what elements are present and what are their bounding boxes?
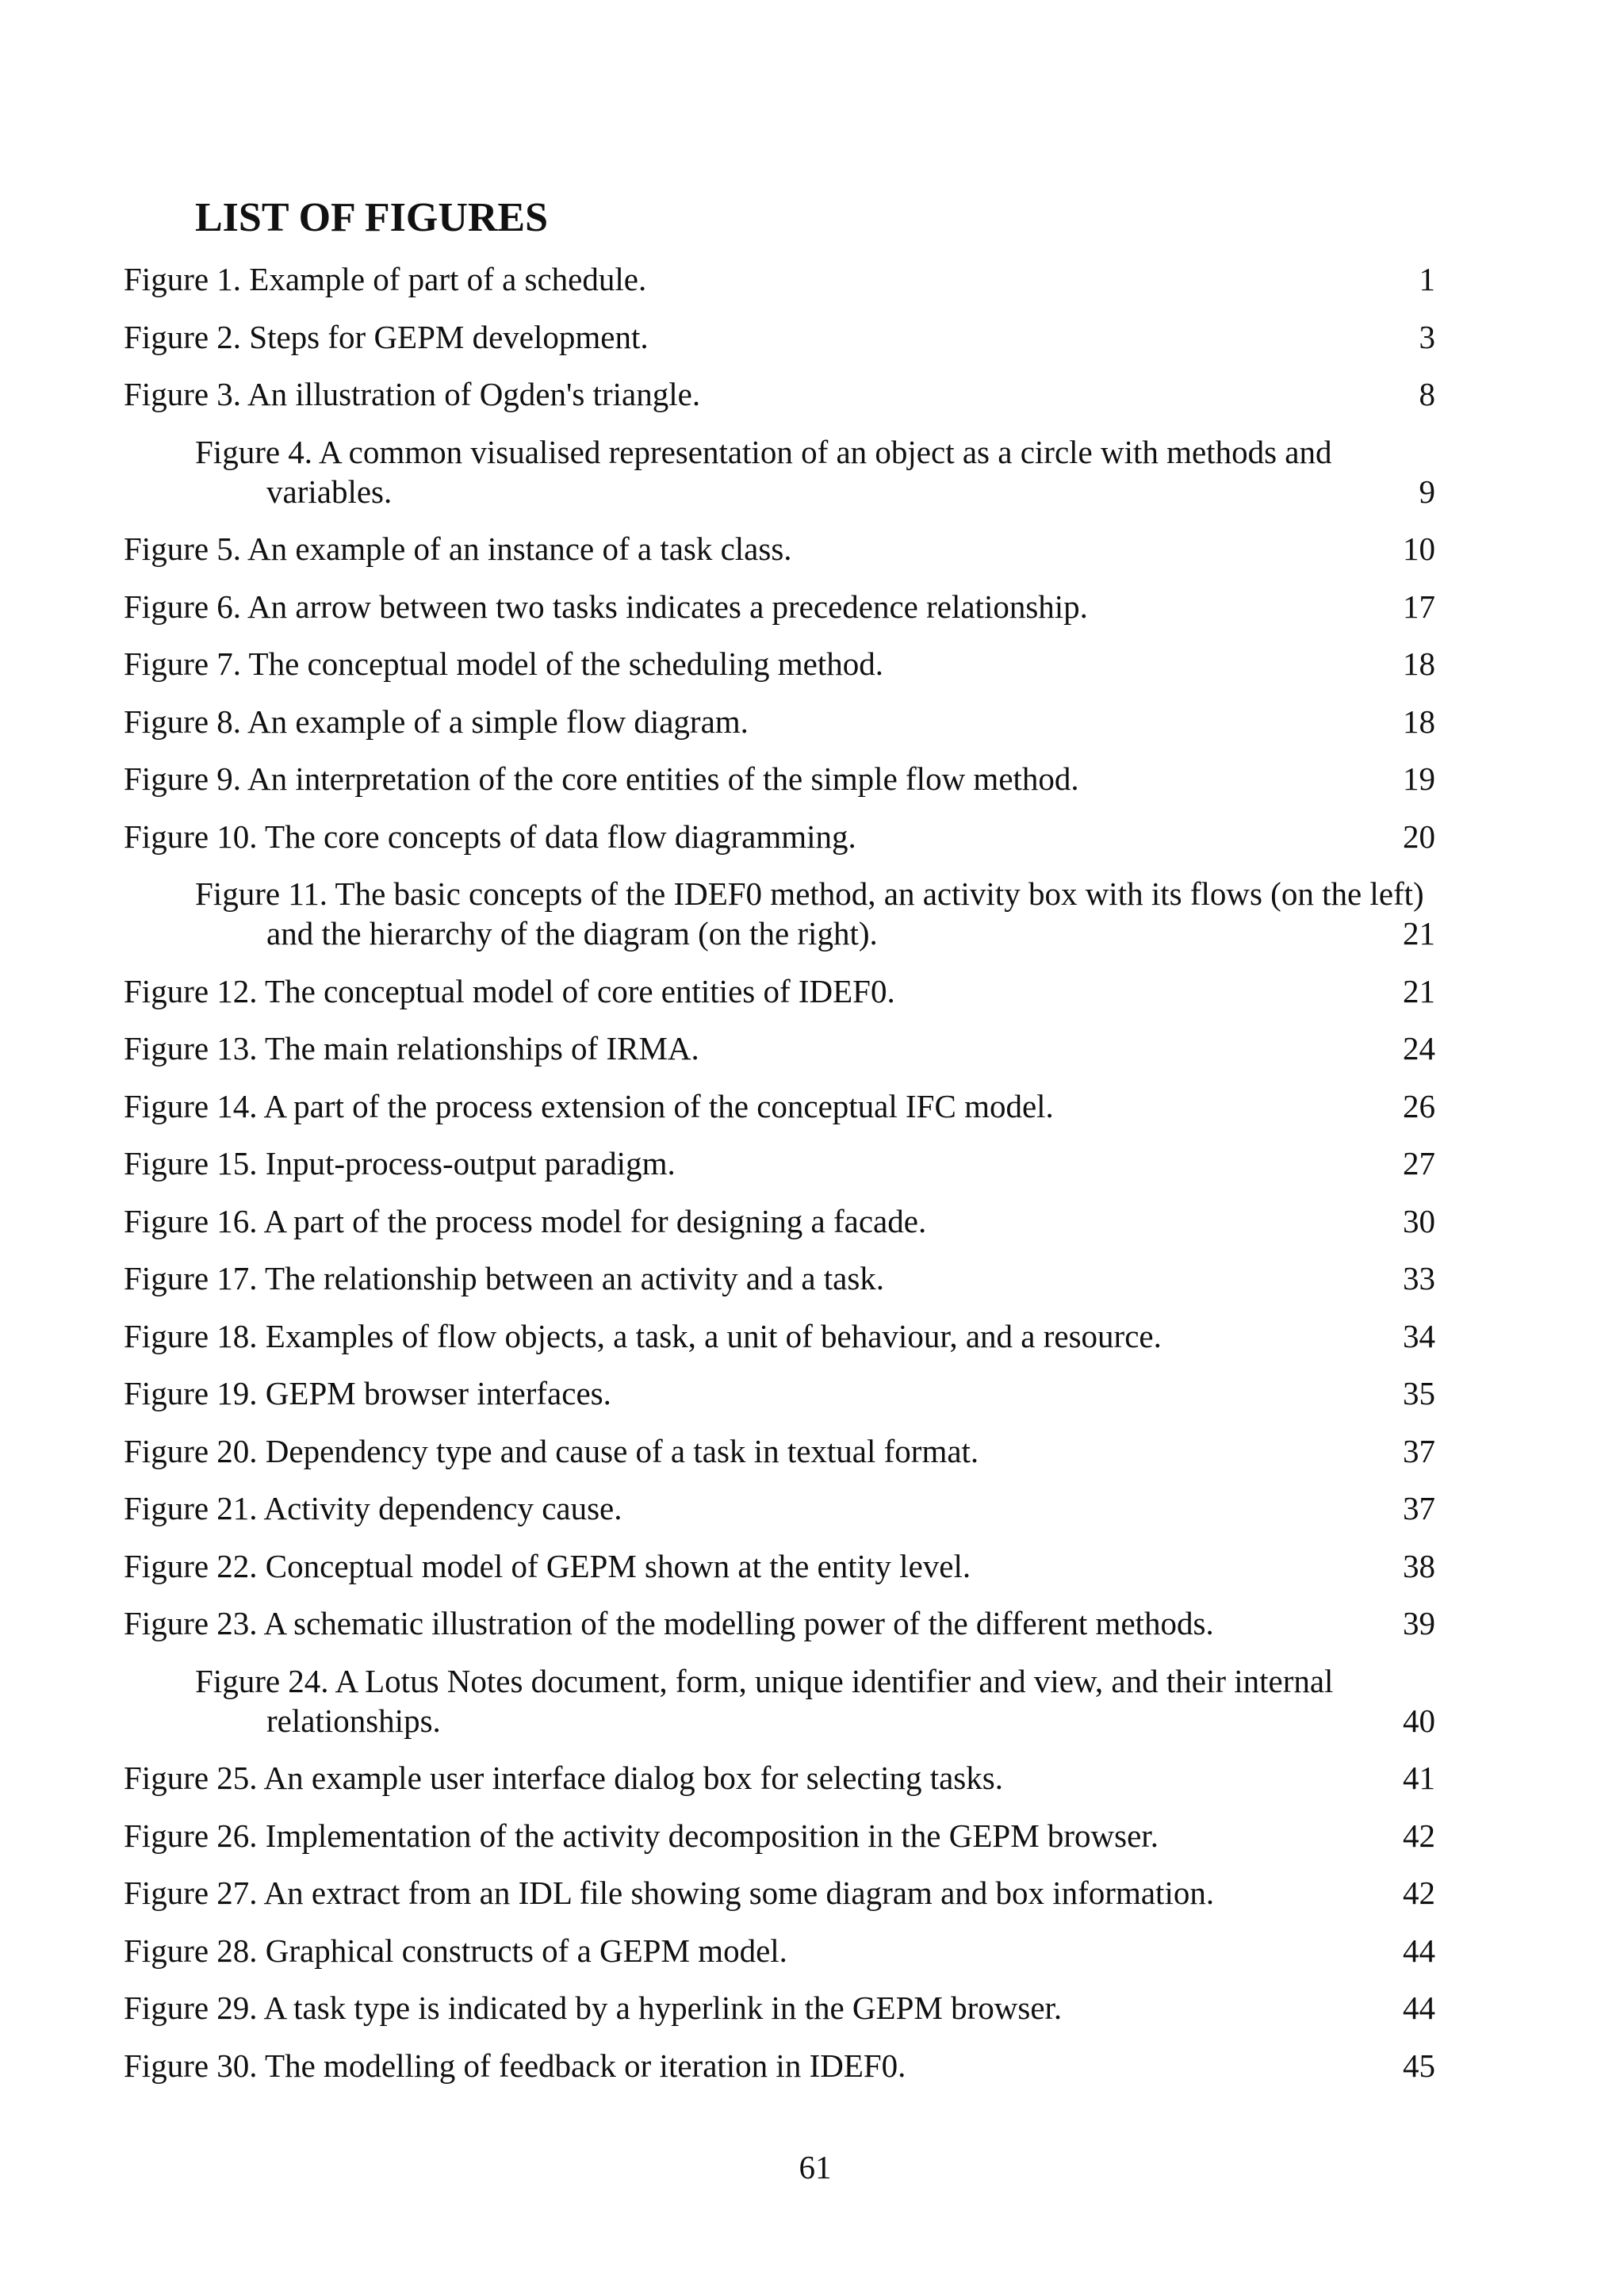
toc-entry-text: Figure 11. The basic concepts of the IDEF0 method, an activity box with its flows (on the left) and the hierarchy of the diagram (on the right). — [195, 875, 1424, 952]
toc-entry-text: Figure 30. The modelling of feedback or iteration in IDEF0. — [124, 2047, 906, 2084]
toc-entry — [195, 432, 1435, 511]
toc-entry — [124, 587, 1435, 626]
toc-entry-text: Figure 23. A schematic illustration of the modelling power of the different methods. — [124, 1605, 1214, 1641]
toc-entry — [124, 971, 1435, 1011]
toc-page-number: 40 — [1403, 1702, 1435, 1739]
page-title: LIST OF FIGURES — [195, 195, 549, 240]
toc-entry-text: Figure 10. The core concepts of data flow diagramming. — [124, 818, 856, 855]
toc-page-number: 26 — [1403, 1087, 1435, 1124]
toc-entry-text: Figure 8. An example of a simple flow diagram. — [124, 703, 749, 740]
toc-entry — [124, 1201, 1435, 1241]
toc-entry — [124, 1488, 1435, 1528]
toc-entry — [124, 1873, 1435, 1913]
toc-entry — [195, 874, 1435, 953]
toc-page-number: 42 — [1403, 1875, 1435, 1911]
toc-entry — [124, 1373, 1435, 1413]
toc-entry — [124, 2046, 1435, 2085]
toc-entry-text: Figure 5. An example of an instance of a task class. — [124, 530, 792, 567]
toc-entry-text: Figure 21. Activity dependency cause. — [124, 1490, 622, 1526]
toc-page-number: 19 — [1403, 760, 1435, 797]
toc-entry-text: Figure 13. The main relationships of IRMA. — [124, 1030, 699, 1067]
toc-entry-text: Figure 9. An interpretation of the core entities of the simple flow method. — [124, 760, 1079, 797]
list-of-figures — [124, 259, 1435, 2103]
toc-page-number: 1 — [1419, 261, 1435, 297]
toc-page-number: 18 — [1403, 645, 1435, 682]
toc-entry-text: Figure 3. An illustration of Ogden's triangle. — [124, 376, 701, 412]
toc-entry-text: Figure 12. The conceptual model of core entities of IDEF0. — [124, 972, 895, 1009]
toc-entry-text: Figure 20. Dependency type and cause of a task in textual format. — [124, 1432, 979, 1469]
toc-entry-text: Figure 29. A task type is indicated by a hyperlink in the GEPM browser. — [124, 1990, 1063, 2026]
toc-entry-text: Figure 4. A common visualised representation of an object as a circle with methods and variables. — [195, 433, 1332, 510]
toc-entry — [124, 759, 1435, 798]
toc-page-number: 41 — [1403, 1760, 1435, 1796]
toc-page-number: 37 — [1403, 1432, 1435, 1469]
toc-entry-text: Figure 14. A part of the process extension of the conceptual IFC model. — [124, 1087, 1054, 1124]
toc-entry — [124, 702, 1435, 741]
toc-page-number: 18 — [1403, 703, 1435, 740]
toc-page-number: 27 — [1403, 1145, 1435, 1181]
toc-page-number: 24 — [1403, 1030, 1435, 1067]
toc-entry — [124, 1603, 1435, 1643]
toc-entry — [124, 374, 1435, 414]
toc-page-number: 44 — [1403, 1990, 1435, 2026]
toc-entry-text: Figure 17. The relationship between an activity and a task. — [124, 1260, 885, 1296]
page-number: 61 — [799, 2149, 832, 2185]
toc-entry — [124, 1258, 1435, 1298]
toc-page-number: 17 — [1403, 588, 1435, 625]
toc-entry-text: Figure 2. Steps for GEPM development. — [124, 318, 649, 355]
toc-entry-text: Figure 15. Input-process-output paradigm. — [124, 1145, 676, 1181]
toc-entry-text: Figure 19. GEPM browser interfaces. — [124, 1375, 611, 1411]
toc-entry-text: Figure 27. An extract from an IDL file showing some diagram and box information. — [124, 1875, 1215, 1911]
toc-entry — [195, 1661, 1435, 1741]
toc-page-number: 37 — [1403, 1490, 1435, 1526]
toc-entry — [124, 1086, 1435, 1126]
toc-entry — [124, 1431, 1435, 1471]
toc-page-number: 44 — [1403, 1932, 1435, 1969]
toc-entry — [124, 1816, 1435, 1855]
toc-entry — [124, 1546, 1435, 1586]
toc-entry — [124, 317, 1435, 357]
toc-entry — [124, 1758, 1435, 1798]
toc-entry-text: Figure 24. A Lotus Notes document, form, unique identifier and view, and their internal relationships. — [195, 1662, 1334, 1739]
toc-page-number: 38 — [1403, 1547, 1435, 1584]
toc-page-number: 21 — [1403, 972, 1435, 1009]
toc-page-number: 3 — [1419, 318, 1435, 355]
toc-entry-text: Figure 25. An example user interface dialog box for selecting tasks. — [124, 1760, 1003, 1796]
toc-entry — [124, 817, 1435, 856]
toc-page-number: 9 — [1419, 473, 1435, 510]
toc-entry — [124, 644, 1435, 684]
toc-entry-text: Figure 22. Conceptual model of GEPM shown at the entity level. — [124, 1547, 971, 1584]
toc-page-number: 34 — [1403, 1317, 1435, 1354]
toc-entry-text: Figure 16. A part of the process model for designing a facade. — [124, 1202, 927, 1239]
toc-entry — [124, 1316, 1435, 1356]
toc-page-number: 8 — [1419, 376, 1435, 412]
toc-page-number: 20 — [1403, 818, 1435, 855]
toc-entry — [124, 1988, 1435, 2028]
toc-entry — [124, 1931, 1435, 1970]
toc-entry — [124, 1143, 1435, 1183]
toc-entry-text: Figure 7. The conceptual model of the scheduling method. — [124, 645, 883, 682]
toc-entry — [124, 529, 1435, 569]
toc-entry-text: Figure 28. Graphical constructs of a GEPM model. — [124, 1932, 787, 1969]
toc-page-number: 10 — [1403, 530, 1435, 567]
toc-entry — [124, 1028, 1435, 1068]
toc-page-number: 30 — [1403, 1202, 1435, 1239]
document-page — [124, 0, 1435, 2294]
toc-page-number: 33 — [1403, 1260, 1435, 1296]
toc-page-number: 42 — [1403, 1817, 1435, 1854]
toc-page-number: 35 — [1403, 1375, 1435, 1411]
toc-entry-text: Figure 26. Implementation of the activity decomposition in the GEPM browser. — [124, 1817, 1159, 1854]
toc-page-number: 21 — [1403, 915, 1435, 952]
toc-entry-text: Figure 6. An arrow between two tasks indicates a precedence relationship. — [124, 588, 1088, 625]
toc-entry-text: Figure 1. Example of part of a schedule. — [124, 261, 647, 297]
toc-entry-text: Figure 18. Examples of flow objects, a task, a unit of behaviour, and a resource. — [124, 1317, 1162, 1354]
toc-entry — [124, 259, 1435, 299]
toc-page-number: 39 — [1403, 1605, 1435, 1641]
toc-page-number: 45 — [1403, 2047, 1435, 2084]
